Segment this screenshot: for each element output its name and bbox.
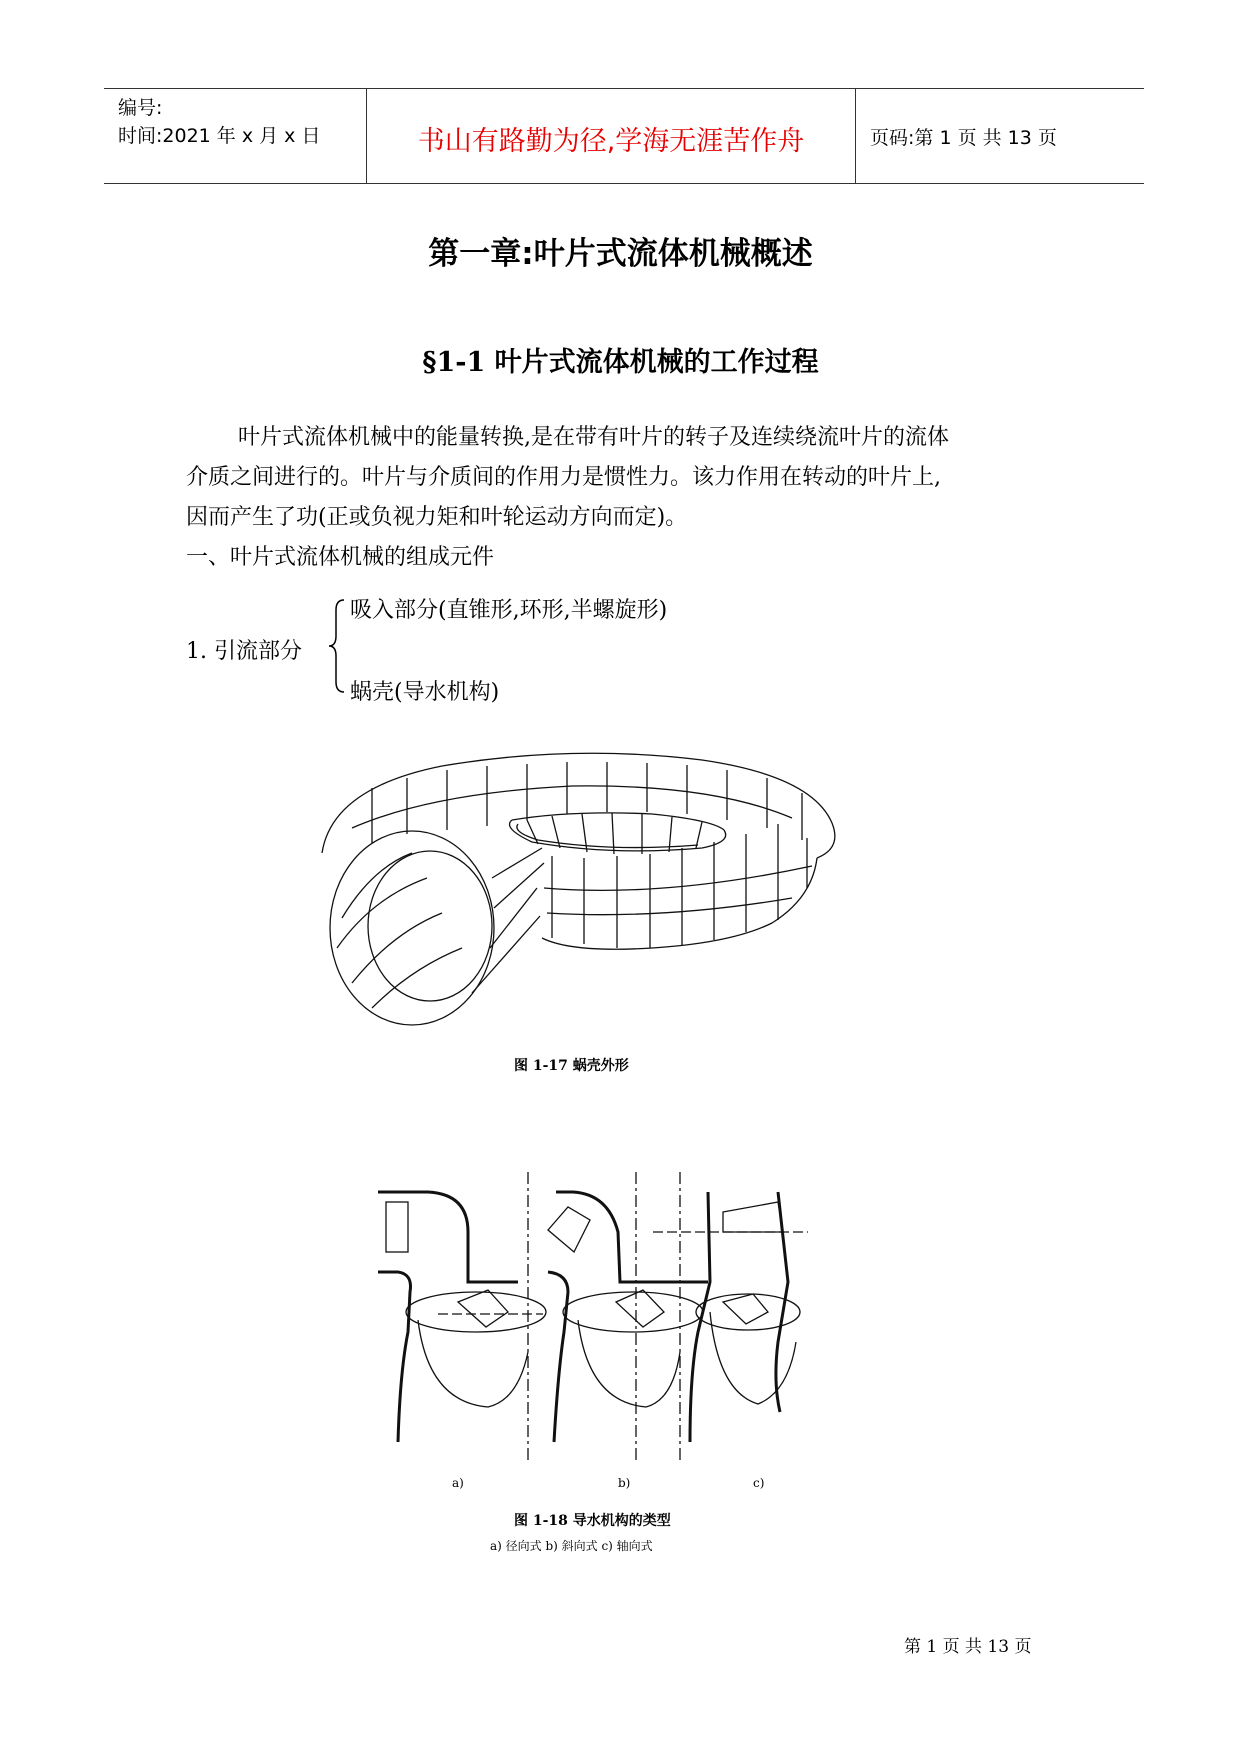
guide-apparatus-diagram	[368, 1172, 848, 1462]
paragraph-line: 因而产生了功(正或负视力矩和叶轮运动方向而定)。	[186, 505, 688, 530]
header-motto-cell	[367, 89, 856, 183]
section-title: §1-1 叶片式流体机械的工作过程	[422, 347, 819, 378]
figure-1-caption: 图 1-17 蜗壳外形	[514, 1058, 629, 1074]
time-label: 时间:2021 年 x 月 x 日	[118, 125, 321, 147]
chapter-title: 第一章:叶片式流体机械概述	[428, 236, 813, 272]
header-table	[104, 88, 1144, 184]
header-page-cell	[856, 89, 1144, 183]
motto: 书山有路勤为径,学海无涯苦作舟	[417, 126, 805, 157]
panel-label-b: b)	[618, 1476, 631, 1490]
paragraph-line: 介质之间进行的。叶片与介质间的作用力是惯性力。该力作用在转动的叶片上,	[186, 465, 941, 490]
body-paragraph	[186, 418, 1066, 578]
page-info: 页码:第 1 页 共 13 页	[870, 127, 1057, 149]
subheading: 一、叶片式流体机械的组成元件	[186, 545, 495, 570]
volute-casing-illustration	[312, 748, 872, 1028]
page-footer: 第 1 页 共 13 页	[904, 1637, 1032, 1657]
figure-2-subcaption: a) 径向式 b) 斜向式 c) 轴向式	[490, 1539, 653, 1553]
list-item-label: 1. 引流部分	[186, 639, 302, 664]
header-left-cell	[104, 89, 367, 183]
serial-label: 编号:	[118, 97, 163, 119]
paragraph-line: 叶片式流体机械中的能量转换,是在带有叶片的转子及连续绕流叶片的流体	[238, 425, 949, 450]
panel-label-c: c)	[753, 1476, 765, 1490]
panel-label-a: a)	[452, 1476, 464, 1490]
figure-2-caption: 图 1-18 导水机构的类型	[514, 1513, 671, 1529]
curly-brace-icon	[326, 598, 348, 694]
branch-bottom: 蜗壳(导水机构)	[350, 680, 500, 705]
branch-top: 吸入部分(直锥形,环形,半螺旋形)	[350, 598, 668, 623]
